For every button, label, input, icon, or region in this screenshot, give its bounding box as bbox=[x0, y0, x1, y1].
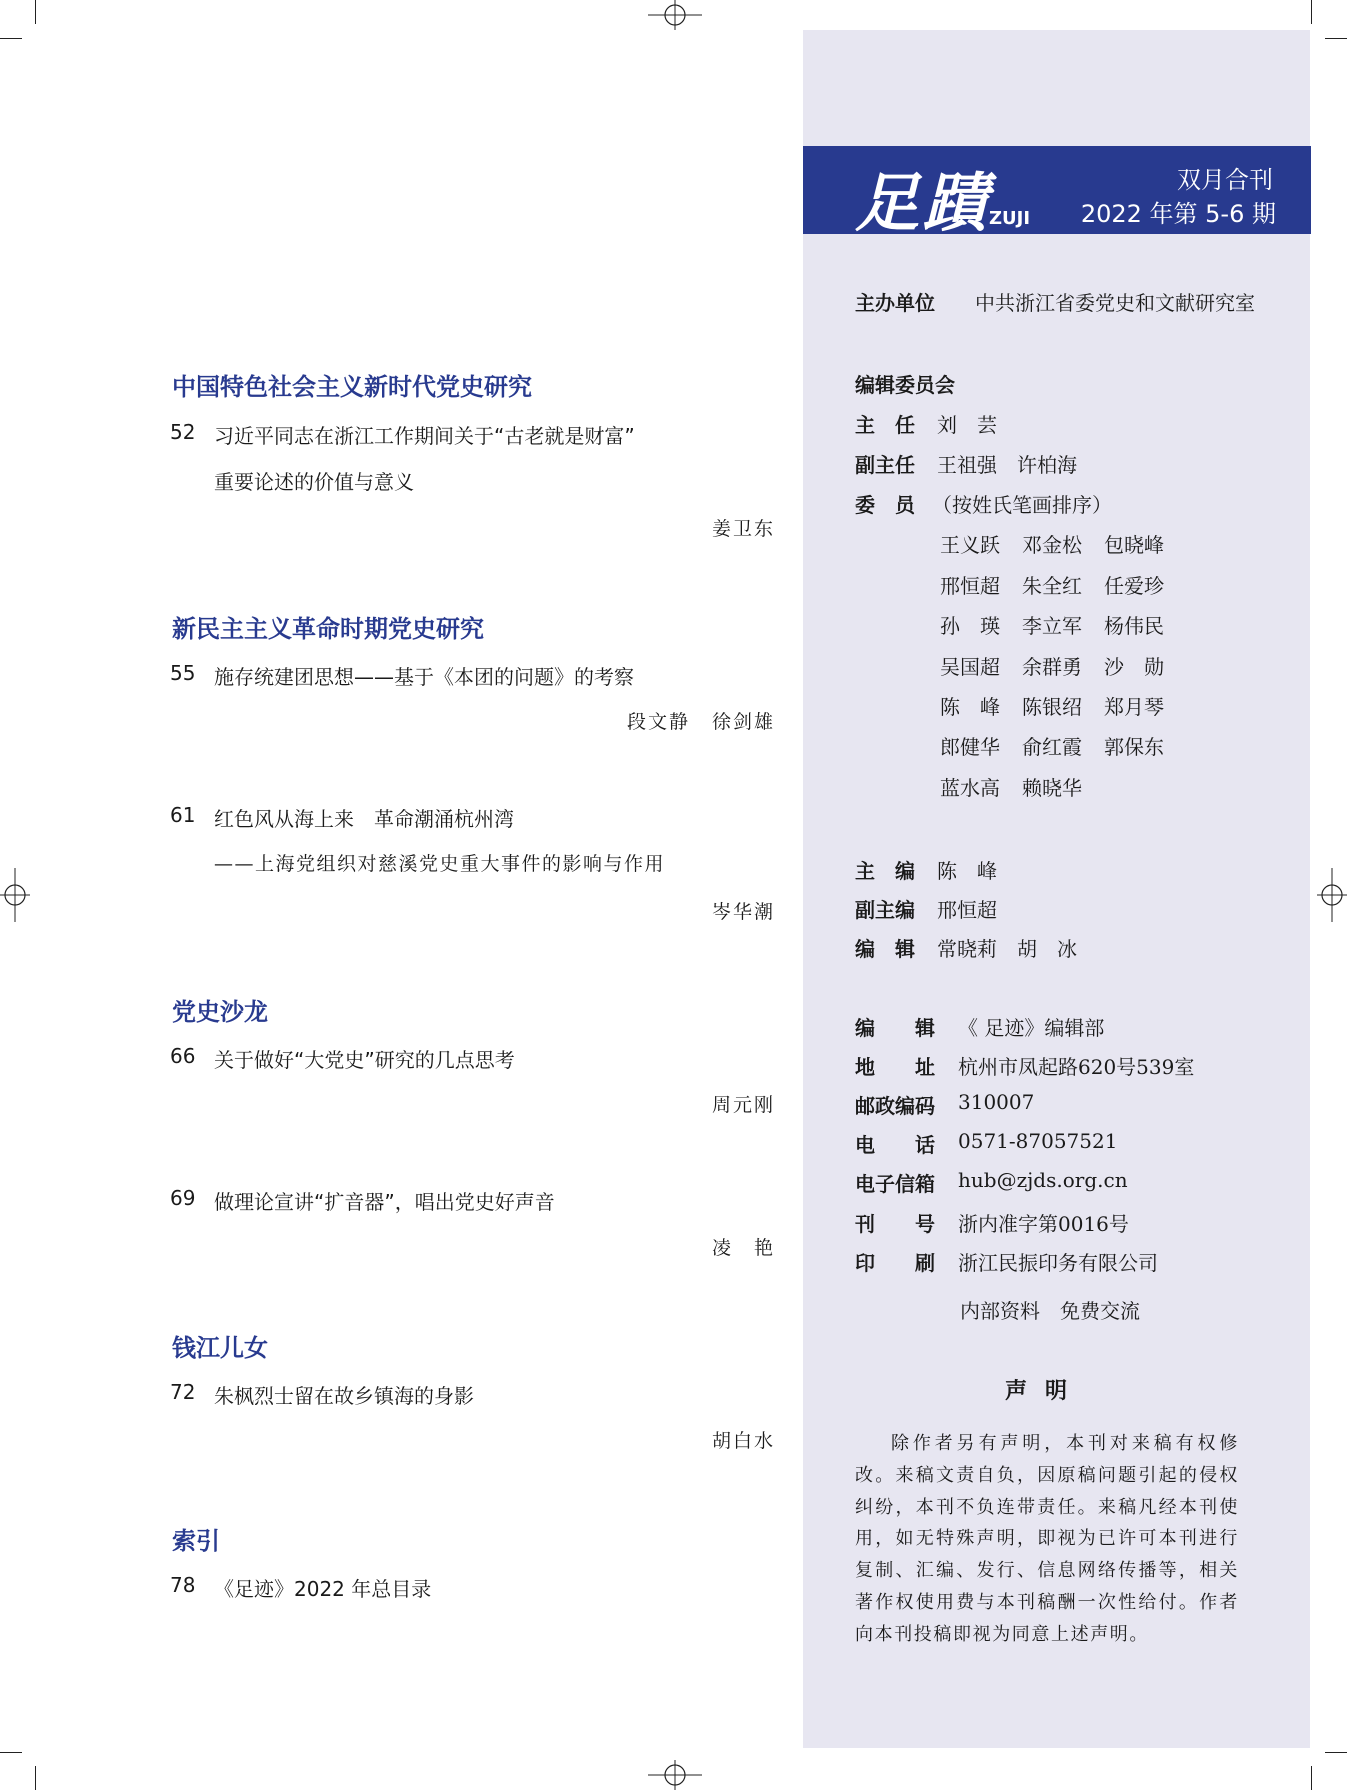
article-page: 72 bbox=[170, 1380, 196, 1404]
article-title-line2[interactable]: 重要论述的价值与意义 bbox=[214, 470, 414, 494]
journal-logo: 足蹟 bbox=[855, 166, 991, 241]
issue-type: 双月合刊 bbox=[1177, 166, 1273, 194]
section-title: 钱江儿女 bbox=[172, 1334, 268, 1362]
sponsor-label: 主办单位 bbox=[855, 291, 935, 315]
member-name: 王义跃 bbox=[940, 533, 1000, 557]
detail-label: 电 话 bbox=[855, 1133, 935, 1157]
registration-mark-icon bbox=[648, 0, 702, 30]
editors-value: 常晓莉 胡 冰 bbox=[937, 937, 1077, 961]
detail-label: 地 址 bbox=[855, 1055, 935, 1079]
registration-mark-icon bbox=[648, 1760, 702, 1790]
members-row bbox=[940, 610, 1186, 639]
sponsor-value: 中共浙江省委党史和文献研究室 bbox=[975, 291, 1255, 315]
member-name: 郎健华 bbox=[940, 735, 1000, 759]
author: 周元刚 bbox=[711, 1094, 775, 1116]
author: 凌 艳 bbox=[711, 1237, 775, 1259]
director-value: 刘 芸 bbox=[937, 413, 997, 437]
detail-label: 刊 号 bbox=[855, 1212, 935, 1236]
author: 段文静 bbox=[626, 711, 690, 733]
deputy-chief-value: 邢恒超 bbox=[937, 898, 997, 922]
section-title: 党史沙龙 bbox=[172, 998, 268, 1026]
member-name: 李立军 bbox=[1022, 614, 1082, 638]
section-title: 索引 bbox=[172, 1527, 220, 1555]
section-title: 中国特色社会主义新时代党史研究 bbox=[172, 373, 532, 401]
article-authors bbox=[690, 1090, 775, 1117]
declaration-body: 除作者另有声明，本刊对来稿有权修改。来稿文责自负，因原稿问题引起的侵权纠纷，本刊不负连带责任。来稿凡经本刊使用，如无特殊声明，即视为已许可本刊进行复制、汇编、发行、信息网络传播等，相关著作权使用费与本刊稿酬一次性给付。作者向本刊投稿即视为同意上述声明。 bbox=[855, 1433, 1239, 1645]
detail-value: 《 足迹》编辑部 bbox=[958, 1016, 1105, 1040]
members-row bbox=[940, 529, 1186, 558]
author: 岑华潮 bbox=[711, 901, 775, 923]
article-page: 61 bbox=[170, 803, 196, 827]
committee-title: 编辑委员会 bbox=[855, 373, 955, 397]
member-name: 邓金松 bbox=[1022, 533, 1082, 557]
member-name: 任爱珍 bbox=[1104, 574, 1164, 598]
detail-value: 310007 bbox=[958, 1090, 1035, 1114]
members-row bbox=[940, 570, 1186, 599]
members-row bbox=[940, 651, 1186, 680]
article-authors bbox=[690, 897, 775, 924]
article-title[interactable]: 红色风从海上来 革命潮涌杭州湾 bbox=[214, 807, 514, 831]
detail-value: 杭州市凤起路620号539室 bbox=[958, 1055, 1195, 1079]
issue-number: 2022 年第 5-6 期 bbox=[1080, 200, 1276, 228]
editors-label: 编 辑 bbox=[855, 937, 915, 961]
member-name: 蓝水高 bbox=[940, 776, 1000, 800]
registration-mark-icon bbox=[0, 868, 30, 922]
member-name: 陈 峰 bbox=[940, 695, 1000, 719]
article-title[interactable]: 关于做好“大党史”研究的几点思考 bbox=[214, 1048, 515, 1072]
member-name: 沙 勋 bbox=[1104, 655, 1164, 679]
member-name: 邢恒超 bbox=[940, 574, 1000, 598]
detail-value: 0571-87057521 bbox=[958, 1129, 1118, 1153]
article-title[interactable]: 施存统建团思想——基于《本团的问题》的考察 bbox=[214, 665, 634, 689]
member-name: 郭保东 bbox=[1104, 735, 1164, 759]
article-subtitle[interactable]: ——上海党组织对慈溪党史重大事件的影响与作用 bbox=[214, 853, 666, 875]
distribution-note: 内部资料 免费交流 bbox=[960, 1299, 1140, 1323]
detail-label: 编 辑 bbox=[855, 1016, 935, 1040]
article-page: 66 bbox=[170, 1044, 196, 1068]
member-name: 孙 瑛 bbox=[940, 614, 1000, 638]
article-title[interactable]: 《足迹》2022 年总目录 bbox=[214, 1577, 432, 1601]
section-title: 新民主主义革命时期党史研究 bbox=[172, 615, 484, 643]
article-authors bbox=[690, 514, 775, 541]
author: 姜卫东 bbox=[711, 518, 775, 540]
members-row bbox=[940, 772, 1104, 801]
journal-logo-en: ZUJI bbox=[989, 208, 1031, 229]
detail-label: 印 刷 bbox=[855, 1251, 935, 1275]
detail-value: 浙内准字第0016号 bbox=[958, 1212, 1129, 1236]
members-row bbox=[940, 731, 1186, 760]
member-name: 朱全红 bbox=[1022, 574, 1082, 598]
article-title[interactable]: 做理论宣讲“扩音器”，唱出党史好声音 bbox=[214, 1190, 555, 1214]
detail-value: 浙江民振印务有限公司 bbox=[958, 1251, 1158, 1275]
member-name: 杨伟民 bbox=[1104, 614, 1164, 638]
article-authors bbox=[690, 1426, 775, 1453]
article-title[interactable]: 朱枫烈士留在故乡镇海的身影 bbox=[214, 1384, 474, 1408]
article-page: 52 bbox=[170, 420, 196, 444]
deputy-value: 王祖强 许柏海 bbox=[937, 453, 1077, 477]
deputy-chief-label: 副主编 bbox=[855, 898, 915, 922]
masthead-banner bbox=[803, 146, 1311, 241]
email-value[interactable]: hub@zjds.org.cn bbox=[958, 1168, 1128, 1192]
member-name: 陈银绍 bbox=[1022, 695, 1082, 719]
member-name: 俞红霞 bbox=[1022, 735, 1082, 759]
member-name: 赖晓华 bbox=[1022, 776, 1082, 800]
author: 胡白水 bbox=[711, 1430, 775, 1452]
article-page: 55 bbox=[170, 661, 196, 685]
member-name: 余群勇 bbox=[1022, 655, 1082, 679]
director-label: 主 任 bbox=[855, 413, 915, 437]
article-page: 78 bbox=[170, 1573, 196, 1597]
author: 徐剑雄 bbox=[711, 711, 775, 733]
members-row bbox=[940, 691, 1186, 720]
members-label: 委 员 bbox=[855, 493, 915, 517]
registration-mark-icon bbox=[1317, 868, 1347, 922]
chief-editor-label: 主 编 bbox=[855, 859, 915, 883]
declaration-title: 声明 bbox=[1005, 1379, 1086, 1404]
article-title[interactable]: 习近平同志在浙江工作期间关于“古老就是财富” bbox=[214, 424, 635, 448]
detail-label: 邮政编码 bbox=[855, 1094, 935, 1118]
detail-label: 电子信箱 bbox=[855, 1172, 935, 1196]
member-name: 包晓峰 bbox=[1104, 533, 1164, 557]
member-name: 郑月琴 bbox=[1104, 695, 1164, 719]
article-page: 69 bbox=[170, 1186, 196, 1210]
deputy-label: 副主任 bbox=[855, 453, 915, 477]
article-authors bbox=[605, 707, 775, 734]
article-authors bbox=[690, 1233, 775, 1260]
chief-editor-value: 陈 峰 bbox=[937, 859, 997, 883]
member-name: 吴国超 bbox=[940, 655, 1000, 679]
members-note: （按姓氏笔画排序） bbox=[932, 493, 1112, 517]
